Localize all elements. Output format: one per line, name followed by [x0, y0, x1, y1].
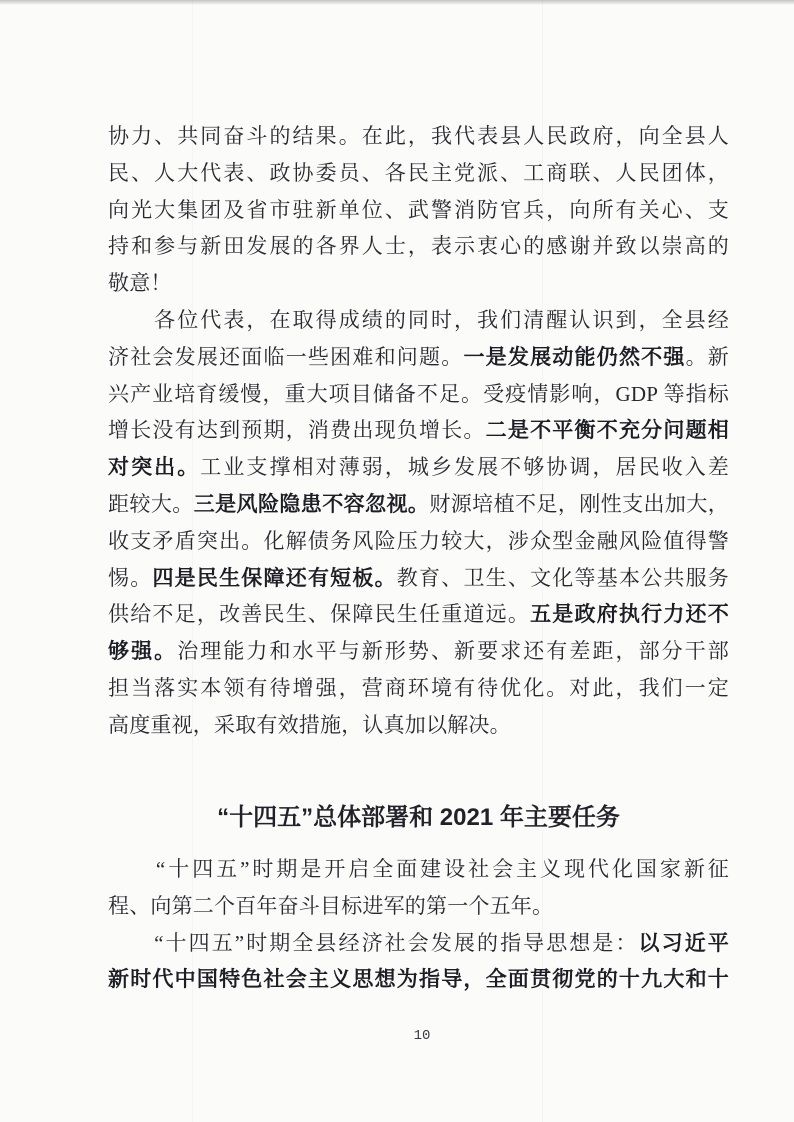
- text-line: [108, 486, 729, 523]
- text-line: [108, 633, 729, 670]
- text-line: [108, 155, 729, 192]
- text-segment: 工业支撑相对薄弱，城乡发展不够协调，居民收入差: [200, 455, 729, 480]
- text-segment: 担当落实本领有待增强，营商环境有待优化。对此，我们一定: [108, 675, 729, 700]
- text-line: [108, 888, 729, 925]
- text-segment: 距较大。: [108, 491, 194, 516]
- text-line: [108, 560, 729, 597]
- text-segment: 。新: [685, 344, 730, 369]
- text-line: [108, 192, 729, 229]
- text-segment: 敬意！: [108, 271, 172, 296]
- text-segment: 程、向第二个百年奋斗目标进军的第一个五年。: [108, 893, 554, 918]
- text-line: [108, 118, 729, 155]
- text-segment: 民、人大代表、政协委员、各民主党派、工商联、人民团体，: [108, 160, 729, 185]
- bold-text-segment: 以习近平: [638, 930, 729, 955]
- text-line: [108, 302, 729, 339]
- section-heading-14th-five-year-plan: “十四五”总体部署和 2021 年主要任务: [217, 804, 620, 831]
- page-number: 10: [413, 1028, 431, 1044]
- text-segment: 兴产业培育缓慢，重大项目储备不足。受疫情影响，GDP 等指标: [108, 381, 729, 406]
- body-paragraphs-guiding-ideology: [108, 851, 729, 998]
- body-paragraphs-achievements-and-problems: [108, 118, 729, 744]
- bold-text-segment: 一是发展动能仍然不强: [463, 344, 686, 369]
- text-line: [108, 449, 729, 486]
- bold-text-segment: 二是不平衡不充分问题相: [485, 418, 729, 443]
- text-segment: 各位代表，在取得成绩的同时，我们清醒认识到，全县经: [108, 307, 729, 332]
- text-line: [108, 339, 729, 376]
- text-line: [108, 670, 729, 707]
- bold-text-segment: 对突出。: [108, 455, 201, 480]
- bold-text-segment: 五是政府执行力还不: [530, 602, 729, 627]
- text-segment: 惕。: [108, 565, 153, 590]
- text-segment: 供给不足，改善民生、保障民生任重道远。: [108, 602, 531, 627]
- text-line: [108, 851, 729, 888]
- text-line: [108, 523, 729, 560]
- text-segment: 济社会发展还面临一些困难和问题。: [108, 344, 464, 369]
- text-line: [108, 925, 729, 962]
- text-line: [108, 228, 729, 265]
- text-segment: 财源培植不足，刚性支出加大，: [429, 491, 729, 516]
- text-segment: 增长没有达到预期，消费出现负增长。: [108, 418, 486, 443]
- text-line: [108, 265, 729, 302]
- bold-text-segment: 够强。: [108, 639, 178, 664]
- bold-text-segment: 新时代中国特色社会主义思想为指导，全面贯彻党的十九大和十: [108, 967, 729, 992]
- text-segment: “十四五”时期全县经济社会发展的指导思想是：: [108, 930, 639, 955]
- text-segment: “十四五”时期是开启全面建设社会主义现代化国家新征: [108, 857, 729, 881]
- bold-text-segment: 四是民生保障还有短板。: [152, 565, 397, 590]
- text-segment: 高度重视，采取有效措施，认真加以解决。: [108, 712, 511, 737]
- text-line: [108, 376, 729, 413]
- text-segment: 教育、卫生、文化等基本公共服务: [396, 565, 729, 590]
- text-segment: 持和参与新田发展的各界人士，表示衷心的感谢并致以崇高的: [108, 234, 729, 259]
- text-segment: 协力、共同奋斗的结果。在此，我代表县人民政府，向全县人: [108, 124, 729, 148]
- scan-top-edge-artifact: [0, 0, 794, 5]
- text-line: [108, 707, 729, 744]
- text-line: [108, 596, 729, 633]
- text-line: [108, 412, 729, 449]
- text-segment: 治理能力和水平与新形势、新要求还有差距，部分干部: [177, 639, 729, 664]
- bold-text-segment: 三是风险隐患不容忽视。: [193, 491, 430, 516]
- text-segment: 向光大集团及省市驻新单位、武警消防官兵，向所有关心、支: [108, 197, 729, 222]
- text-line: [108, 961, 729, 998]
- text-segment: 收支矛盾突出。化解债务风险压力较大，涉众型金融风险值得警: [108, 528, 729, 553]
